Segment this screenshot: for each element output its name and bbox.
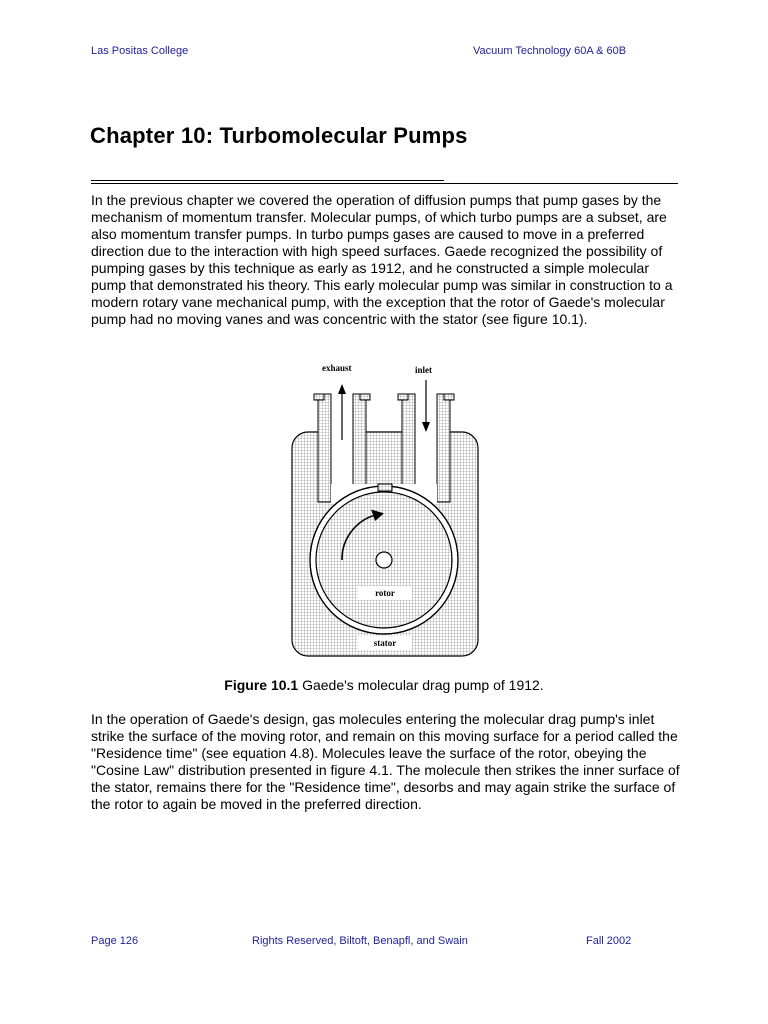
footer-page: Page 126 (91, 935, 139, 947)
title-rule-short (91, 180, 444, 181)
chapter-title: Chapter 10: Turbomolecular Pumps (90, 123, 468, 148)
gaede-pump-diagram (280, 354, 490, 664)
figure-caption-text: Gaede's molecular drag pump of 1912. (298, 677, 544, 693)
exhaust-label: exhaust (322, 363, 352, 373)
inlet-right-wall (437, 394, 450, 502)
rotor-label: rotor (375, 588, 395, 598)
operation-paragraph: In the operation of Gaede's design, gas molecules entering the molecular drag pump's inlet strike the surface of the moving rotor, and remain on this moving surface for a period called the "Residence time" (see equation 4.8). Molecules leave the surface of the rotor, obeying the "Cosine Law" distribution presented in figure 4.1. The molecule then strikes the inner surface of the stator, remains there for the "Residence time", desorbs and may again strike the surface of the rotor to again be moved in the preferred direction. (91, 711, 680, 812)
rotor-shaft (376, 552, 392, 568)
figure-caption-number: Figure 10.1 (224, 677, 299, 693)
exhaust-left-wall (318, 394, 331, 502)
title-rule-long (91, 183, 678, 184)
header-left: Las Positas College (91, 45, 189, 57)
seal-block (378, 484, 392, 491)
header-right: Vacuum Technology 60A & 60B (473, 45, 627, 57)
footer-rights: Rights Reserved, Biltoft, Benapfl, and Swain (252, 935, 468, 947)
footer-date: Fall 2002 (586, 935, 632, 947)
stator-label: stator (373, 638, 397, 648)
figure-caption (0, 677, 768, 693)
intro-paragraph: In the previous chapter we covered the operation of diffusion pumps that pump gases by the mechanism of momentum transfer. Molecular pumps, of which turbo pumps are a subset, are also momentum transfer pumps. In turbo pumps gases are caused to move in a preferred direction due to the interaction with high speed surfaces. Gaede recognized the possibility of pumping gases by this technique as early as 1912, and he constructed a simple molecular pump that demonstrated his theory. This early molecular pump was similar in construction to a modern rotary vane mechanical pump, with the exception that the rotor of Gaede's molecular pump had no moving vanes and was concentric with the stator (see figure 10.1). (91, 192, 673, 327)
inlet-label: inlet (415, 365, 432, 375)
